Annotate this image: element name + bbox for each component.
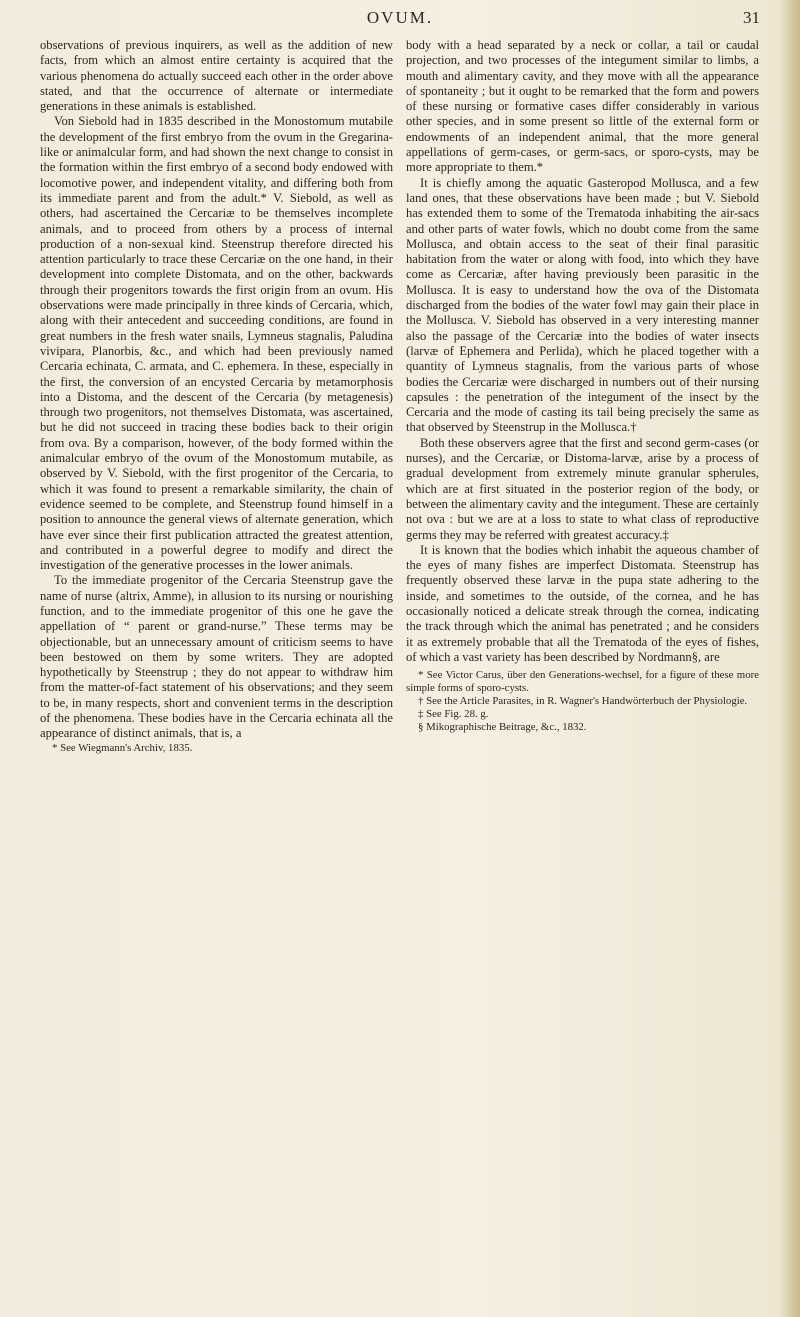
left-column bbox=[40, 38, 393, 755]
right-column bbox=[406, 38, 759, 734]
footnotes-right bbox=[406, 669, 759, 734]
page-number: 31 bbox=[743, 8, 760, 27]
paragraph: Von Siebold had in 1835 described in the Monostomum mutabile the development of the first embryo from the ovum in the Gregarina-like or animalcular form, and had shown the next change to consist in the formation within the first embryo of a second body endowed with locomotive power, and independent vitality, and differing both from its immediate parent and from the adult.* V. Siebold, as well as others, had ascertained the Cercariæ to be themselves incomplete animals, and to proceed from others by a process of internal production of a non-sexual kind. Steenstrup therefore directed his attention particularly to trace these Cercariæ on the one hand, in their development into complete Distomata, and on the other, backwards through their progenitors towards the first origin from an ovum. His observations were made principally in three kinds of Cercaria, which, along with their antecedent and succeeding conditions, are found in great numbers in the fresh water snails, Lymneus stagnalis, Paludina vivipara, Planorbis, &c., and which had been previously named Cercaria echinata, C. armata, and C. ephemera. In these, especially in the first, the conversion of an encysted Cercaria by metamorphosis into a Distoma, and the descent of the Cercaria (by metagenesis) through two progenitors, not themselves Distomata, was ascertained, but he did not succeed in tracing these bodies back to their origin from ova. By a comparison, however, of the body formed within the animalcular embryo of the ovum of the Monostomum mutabile, as observed by V. Siebold, with the first progenitor of the Cercaria, to which it was found to present a remarkable similarity, the chain of evidence seemed to be complete, and Steenstrup found himself in a position to announce the general views of alternate generation, which have ever since their first publication attracted the greatest attention, and contributed in a powerful degree to modify and direct the investigation of the generative processes in the lower animals. bbox=[40, 114, 393, 573]
paragraph: It is known that the bodies which inhabit the aqueous chamber of the eyes of many fishes are imperfect Distomata. Steenstrup has frequently observed these larvæ in the pupa state adhering to the inside, and sometimes to the outside, of the cornea, and he has occasionally noticed a delicate streak through the cornea, indicating the track through which the animal has penetrated ; and he considers it as extremely probable that all the Trematoda of the eyes of fishes, of which a vast variety has been described by Nordmann§, are bbox=[406, 542, 759, 664]
footnotes-left bbox=[40, 742, 393, 755]
paragraph: observations of previous inquirers, as well as the addition of new facts, from which an almost entire certainty is acquired that the various phenomena do actually succeed each other in the order above stated, and that the occurrence of alternate or intermediate generations in these animals is established. bbox=[40, 38, 393, 114]
paragraph: It is chiefly among the aquatic Gasteropod Mollusca, and a few land ones, that these observations have been made ; but V. Siebold has extended them to some of the Trematoda inhabiting the air-sacs and other parts of water fowls, which no doubt come from the same Mollusca, and obtain access to the seat of their final parasitic habitation from the water or along with food, into which they have come as Cercariæ, after having previously been parasitic in the Mollusca. It is easy to understand how the ova of the Distomata discharged from the bodies of the water fowl may gain their place in the Mollusca. V. Siebold has observed in a very interesting manner also the passage of the Cercariæ into the bodies of water insects (larvæ of Ephemera and Perlida), which he placed together with a quantity of Lymneus stagnalis, from the various parts of whose bodies the Cercariæ were discharged in numbers out of their nursing capsules : the penetration of the integument of the insect by the Cercaria and the mode of casting its tail being precisely the same as that observed by Steenstrup in the Mollusca.† bbox=[406, 175, 759, 435]
paragraph: To the immediate progenitor of the Cercaria Steenstrup gave the name of nurse (altrix, Amme), in allusion to its nursing or nourishing function, and to the immediate progenitor of this one he gave the appellation of “ parent or grand-nurse.” These terms may be objectionable, but an unnecessary amount of criticism seems to have been bestowed on them by some writers. They are adopted hypothetically by Steenstrup ; they do not appear to withdraw him from the matter-of-fact statement of his observations; and they seem to be, in many respects, short and convenient terms in the description of the phenomena. These bodies have in the Cercaria echinata all the appearance of distinct animals, that is, a bbox=[40, 573, 393, 741]
paragraph: Both these observers agree that the first and second germ-cases (or nurses), and the Cercariæ, or Distoma-larvæ, arise by a process of gradual development from extremely minute granular spherules, which are at first situated in the posterior region of the body, or between the alimentary cavity and the integument. These are certainly not ova : but we are at a loss to state to what class of reproductive germs they may be referred with greatest accuracy.‡ bbox=[406, 435, 759, 542]
footnote: * See Victor Carus, über den Generations-wechsel, for a figure of these more simple forms of sporo-cysts. bbox=[406, 669, 759, 695]
footnote: † See the Article Parasites, in R. Wagner's Handwörterbuch der Physiologie. bbox=[418, 695, 748, 708]
page-header bbox=[40, 4, 760, 32]
footnote: * See Wiegmann's Archiv, 1835. bbox=[52, 741, 193, 754]
footnote: ‡ See Fig. 28. g. bbox=[418, 708, 489, 721]
page-edge-shadow bbox=[778, 0, 800, 1317]
footnote: § Mikographische Beitrage, &c., 1832. bbox=[418, 721, 587, 734]
running-head: OVUM. bbox=[366, 8, 434, 27]
paragraph: body with a head separated by a neck or collar, a tail or caudal projection, and two processes of the integument similar to limbs, a mouth and alimentary cavity, and they move with all the appearance of spontaneity ; but it ought to be remarked that the form and powers of these nursing or formative cases differ considerably in various other species, and in some present so little of the external form or endowments of an independent animal, that the more general appellations of germ-cases, or germ-sacs, or sporo-cysts, may be more appropriate to them.* bbox=[406, 38, 759, 175]
